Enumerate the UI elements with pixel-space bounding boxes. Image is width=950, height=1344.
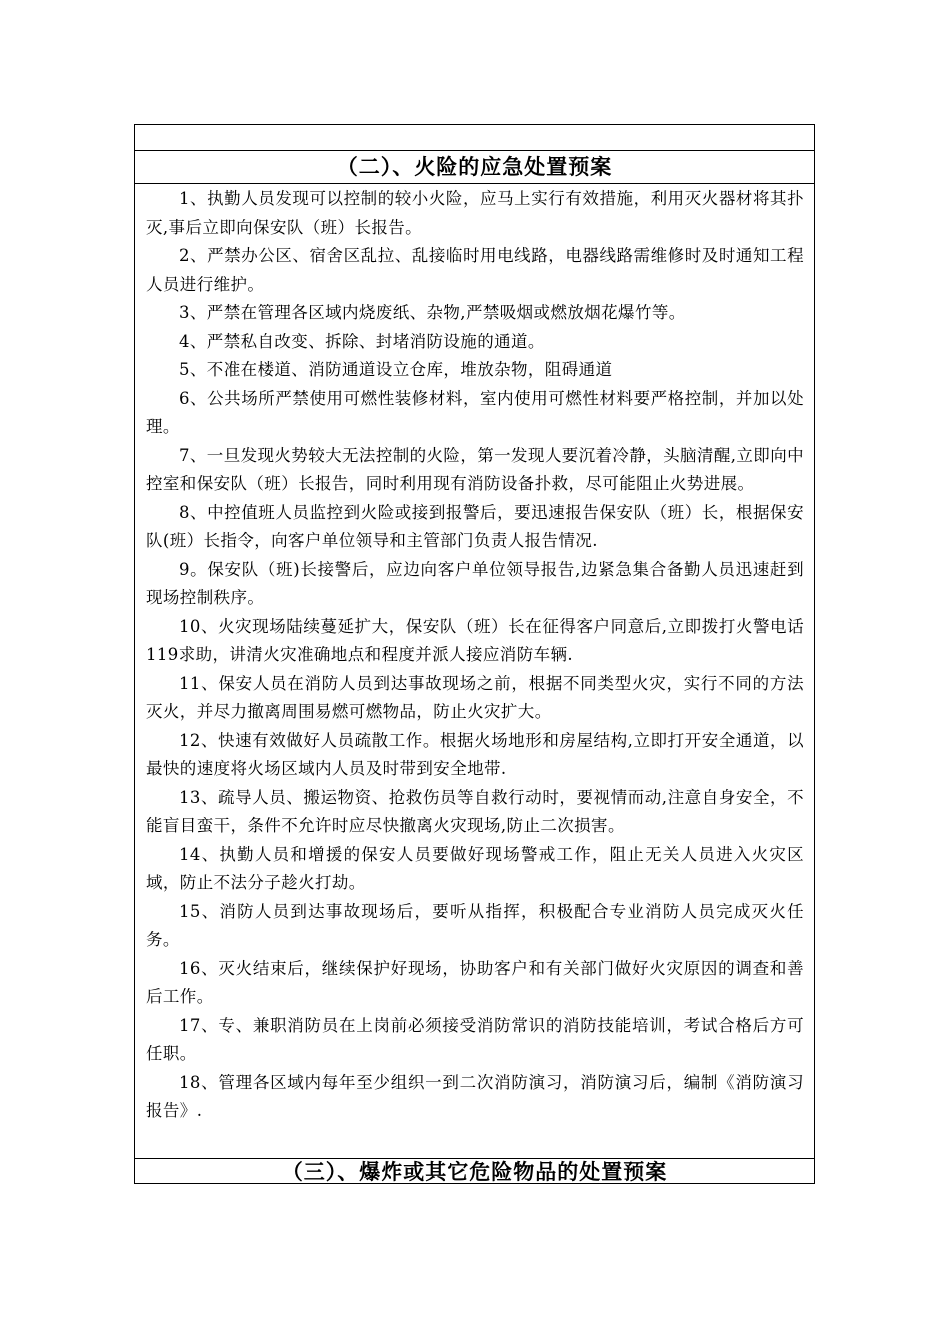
- list-item: 14、执勤人员和增援的保安人员要做好现场警戒工作，阻止无关人员进入火灾区域，防止不法分子趁火打劫。: [146, 844, 804, 892]
- empty-header-row: [135, 125, 814, 151]
- list-item: 2、严禁办公区、宿舍区乱拉、乱接临时用电线路，电器线路需维修时及时通知工程人员进行维护。: [146, 246, 804, 294]
- list-item: 4、严禁私自改变、拆除、封堵消防设施的通道。: [179, 331, 545, 351]
- list-item: 10、火灾现场陆续蔓延扩大，保安队（班）长在征得客户同意后,立即拨打火警电话119求助，讲清火灾准确地点和程度并派人接应消防车辆.: [146, 616, 804, 664]
- list-item: 13、疏导人员、搬运物资、抢救伤员等自救行动时，要视情而动,注意自身安全，不能盲目蛮干，条件不允许时应尽快撤离火灾现场,防止二次损害。: [146, 787, 804, 835]
- document-table: [134, 124, 815, 1184]
- list-item: 17、专、兼职消防员在上岗前必须接受消防常识的消防技能培训，考试合格后方可任职。: [146, 1015, 804, 1063]
- section-title-explosive-hazard: （三）、爆炸或其它危险物品的处置预案: [281, 1158, 668, 1183]
- list-item: 3、严禁在管理各区域内烧废纸、杂物,严禁吸烟或燃放烟花爆竹等。: [179, 303, 686, 322]
- section-body-fire-emergency: [135, 184, 814, 1159]
- list-item: 18、管理各区域内每年至少组织一到二次消防演习，消防演习后，编制《消防演习报告》.: [146, 1072, 804, 1120]
- list-item: 15、消防人员到达事故现场后，要听从指挥，积极配合专业消防人员完成灭火任务。: [146, 901, 804, 949]
- list-item: 6、公共场所严禁使用可燃性装修材料，室内使用可燃性材料要严格控制，并加以处理。: [146, 388, 804, 436]
- list-item: 1、执勤人员发现可以控制的较小火险，应马上实行有效措施，利用灭火器材将其扑灭,事后立即向保安队（班）长报告。: [146, 189, 804, 237]
- list-item: 16、灭火结束后，继续保护好现场，协助客户和有关部门做好火灾原因的调查和善后工作。: [146, 958, 804, 1006]
- list-item: 7、一旦发现火势较大无法控制的火险，第一发现人要沉着冷静，头脑清醒,立即向中控室和保安队（班）长报告，同时利用现有消防设备扑救，尽可能阻止火势进展。: [146, 445, 804, 493]
- section-title-fire-emergency: （二）、火险的应急处置预案: [135, 151, 814, 184]
- list-item: 9。保安队（班)长接警后，应边向客户单位领导报告,边紧急集合备勤人员迅速赶到现场控制秩序。: [146, 559, 804, 607]
- list-item: 8、中控值班人员监控到火险或接到报警后，要迅速报告保安队（班）长，根据保安队(班）长指令，向客户单位领导和主管部门负责人报告情况.: [146, 502, 804, 550]
- list-item: 5、不准在楼道、消防通道设立仓库，堆放杂物，阻碍通道: [179, 360, 613, 379]
- list-item: 11、保安人员在消防人员到达事故现场之前，根据不同类型火灾，实行不同的方法灭火，并尽力撤离周围易燃可燃物品，防止火灾扩大。: [146, 673, 804, 721]
- list-item: 12、快速有效做好人员疏散工作。根据火场地形和房屋结构,立即打开安全通道，以最快的速度将火场区域内人员及时带到安全地带.: [146, 730, 804, 778]
